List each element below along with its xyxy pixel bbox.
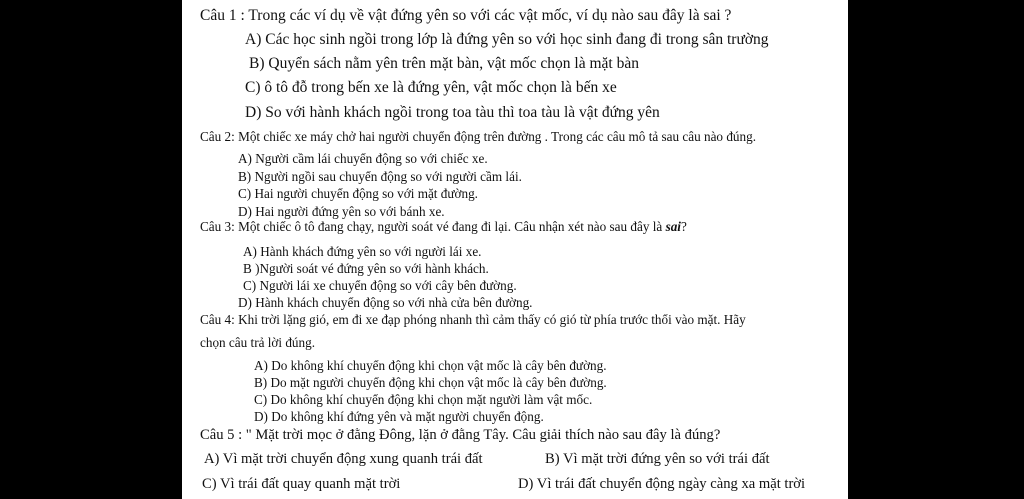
- q3-question: [200, 220, 687, 233]
- q4-option-b: B) Do mặt người chuyển động khi chọn vật mốc là cây bên đường.: [254, 375, 607, 390]
- q1-option-d: D) So với hành khách ngồi trong toa tàu thì toa tàu là vật đứng yên: [245, 104, 660, 121]
- q4-option-c: C) Do không khí chuyển động khi chọn mặt người làm vật mốc.: [254, 392, 593, 407]
- q1-option-a: A) Các học sinh ngồi trong lớp là đứng yên so với học sinh đang đi trong sân trường: [245, 31, 769, 48]
- q5-question: Câu 5 : " Mặt trời mọc ở đằng Đông, lặn ở đằng Tây. Câu giải thích nào sau đây là đúng?: [200, 427, 721, 443]
- q2-option-a: A) Người cầm lái chuyển động so với chiếc xe.: [238, 151, 488, 166]
- q2-option-d: D) Hai người đứng yên so với bánh xe.: [238, 204, 445, 219]
- q5-option-b: B) Vì mặt trời đứng yên so với trái đất: [545, 451, 770, 467]
- q2-question: Câu 2: Một chiếc xe máy chở hai người chuyển động trên đường . Trong các câu mô tả sau câu nào đúng.: [200, 129, 756, 144]
- q1-option-c: C) ô tô đỗ trong bến xe là đứng yên, vật mốc chọn là bến xe: [245, 79, 617, 96]
- q3-option-b: B )Người soát vé đứng yên so với hành khách.: [243, 261, 489, 276]
- q2-option-b: B) Người ngồi sau chuyển động so với người cầm lái.: [238, 169, 522, 184]
- q5-option-c: C) Vì trái đất quay quanh mặt trời: [202, 476, 401, 492]
- document-page: [182, 0, 848, 499]
- q4-option-a: A) Do không khí chuyển động khi chọn vật mốc là cây bên đường.: [254, 358, 607, 373]
- q3-option-c: C) Người lái xe chuyển động so với cây bên đường.: [243, 278, 517, 293]
- q5-option-d: D) Vì trái đất chuyển động ngày càng xa mặt trời: [518, 476, 806, 492]
- q1-option-b: B) Quyển sách nằm yên trên mặt bàn, vật mốc chọn là mặt bàn: [249, 55, 639, 72]
- q4-question-line2: chọn câu trả lời đúng.: [200, 335, 316, 350]
- q3-question-suffix: ?: [680, 219, 687, 234]
- q4-option-d: D) Do không khí đứng yên và mặt người chuyển động.: [254, 409, 544, 424]
- q5-option-a: A) Vì mặt trời chuyển động xung quanh trái đất: [204, 451, 483, 467]
- q4-question-line1: Câu 4: Khi trời lặng gió, em đi xe đạp phóng nhanh thì cảm thấy có gió từ phía trước thổi vào mặt. Hãy: [200, 312, 746, 327]
- q1-question: Câu 1 : Trong các ví dụ về vật đứng yên so với các vật mốc, ví dụ nào sau đây là sai ?: [200, 7, 732, 24]
- q2-option-c: C) Hai người chuyển động so với mặt đường.: [238, 186, 478, 201]
- q3-option-d: D) Hành khách chuyển động so với nhà cửa bên đường.: [238, 295, 533, 310]
- q3-question-prefix: Câu 3: Một chiếc ô tô đang chạy, người soát vé đang đi lại. Câu nhận xét nào sau đây là: [200, 219, 666, 234]
- q3-option-a: A) Hành khách đứng yên so với người lái xe.: [243, 244, 482, 259]
- q3-question-emphasis: sai: [665, 219, 681, 234]
